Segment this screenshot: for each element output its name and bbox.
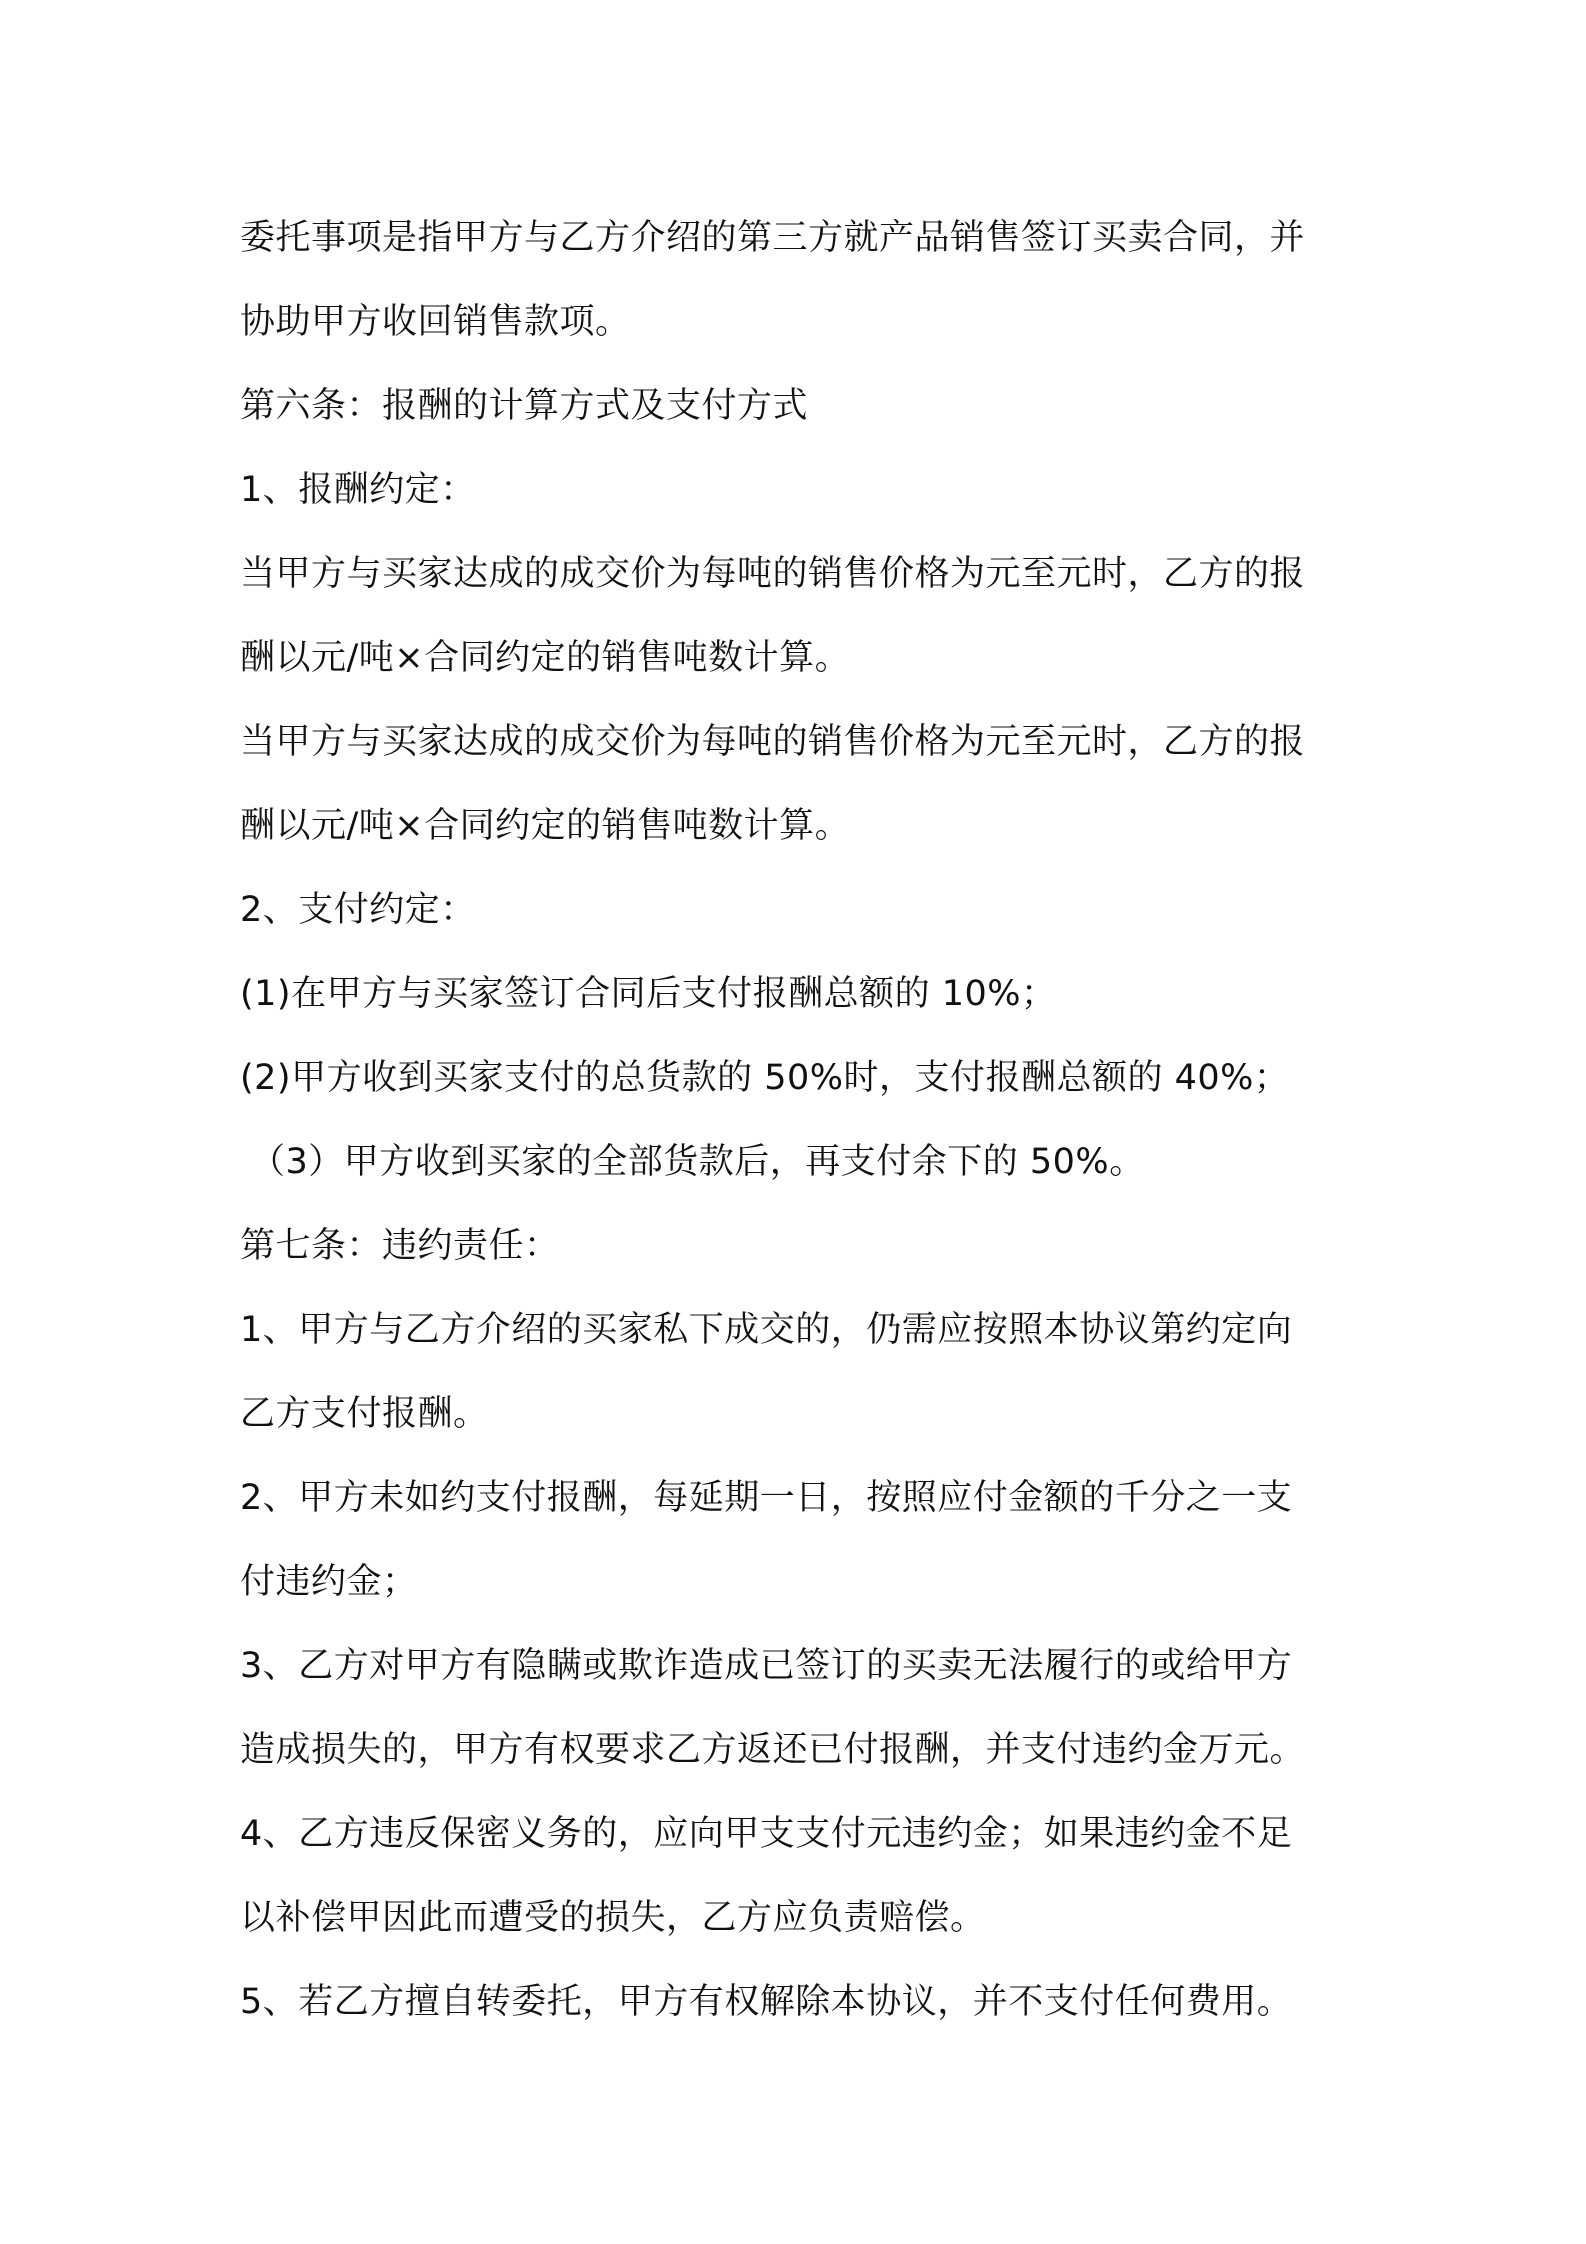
paragraph-line: 委托事项是指甲方与乙方介绍的第三方就产品销售签订买卖合同，并: [240, 218, 1306, 258]
paragraph-line: 5、若乙方擅自转委托，甲方有权解除本协议，并不支付任何费用。: [240, 1982, 1293, 2022]
list-item: （3）甲方收到买家的全部货款后，再支付余下的 50%。: [250, 1142, 1145, 1182]
paragraph-line: 以补偿甲因此而遭受的损失，乙方应负责赔偿。: [240, 1898, 986, 1938]
paragraph-line: 造成损失的，甲方有权要求乙方返还已付报酬，并支付违约金万元。: [240, 1730, 1306, 1770]
paragraph-line: 酬以元/吨×合同约定的销售吨数计算。: [240, 638, 851, 678]
list-item: (1)在甲方与买家签订合同后支付报酬总额的 10%；: [240, 974, 1057, 1014]
subsection-heading: 2、支付约定：: [240, 890, 476, 930]
paragraph-line: 3、乙方对甲方有隐瞒或欺诈造成已签订的买卖无法履行的或给甲方: [240, 1646, 1293, 1686]
paragraph-line: 协助甲方收回销售款项。: [240, 302, 631, 342]
paragraph-line: 酬以元/吨×合同约定的销售吨数计算。: [240, 806, 851, 846]
document-body: [240, 196, 1360, 2044]
list-item: (2)甲方收到买家支付的总货款的 50%时，支付报酬总额的 40%；: [240, 1058, 1290, 1098]
section-heading: 第六条：报酬的计算方式及支付方式: [240, 386, 809, 426]
paragraph-line: 付违约金；: [240, 1562, 418, 1602]
paragraph-line: 当甲方与买家达成的成交价为每吨的销售价格为元至元时，乙方的报: [240, 722, 1306, 762]
paragraph-line: 1、甲方与乙方介绍的买家私下成交的，仍需应按照本协议第约定向: [240, 1310, 1293, 1350]
section-heading: 第七条：违约责任：: [240, 1226, 560, 1266]
subsection-heading: 1、报酬约定：: [240, 470, 476, 510]
paragraph-line: 乙方支付报酬。: [240, 1394, 489, 1434]
paragraph-line: 当甲方与买家达成的成交价为每吨的销售价格为元至元时，乙方的报: [240, 554, 1306, 594]
paragraph-line: 2、甲方未如约支付报酬，每延期一日，按照应付金额的千分之一支: [240, 1478, 1293, 1518]
paragraph-line: 4、乙方违反保密义务的，应向甲支支付元违约金；如果违约金不足: [240, 1814, 1293, 1854]
